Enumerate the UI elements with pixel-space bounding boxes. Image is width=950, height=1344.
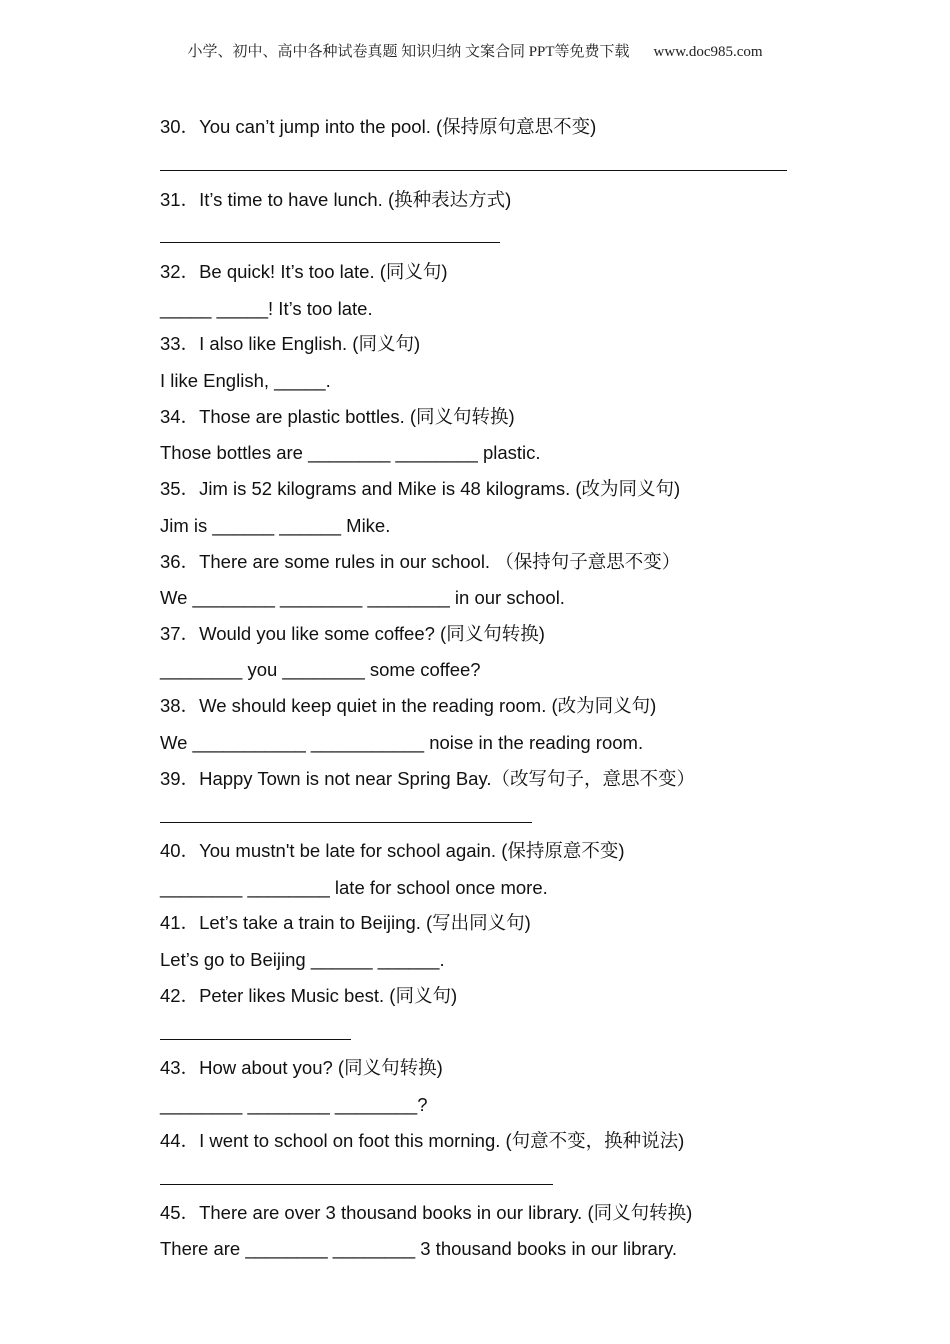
- question-33-answer[interactable]: I like English, _____.: [160, 370, 331, 391]
- question-39-prompt: 39．Happy Town is not near Spring Bay.（改写句子，意思不变）: [160, 768, 695, 789]
- question-41-prompt: 41．Let’s take a train to Beijing. (写出同义句): [160, 912, 531, 933]
- question-43-answer[interactable]: ________ ________ ________?: [160, 1094, 428, 1115]
- question-36-answer[interactable]: We ________ ________ ________ in our school.: [160, 587, 565, 608]
- question-44-prompt: 44．I went to school on foot this morning. (句意不变，换种说法): [160, 1130, 685, 1151]
- question-30-prompt: 30．You can’t jump into the pool. (保持原句意思不变): [160, 116, 597, 137]
- question-42-answer-line[interactable]: [160, 1039, 351, 1040]
- question-40-answer[interactable]: ________ ________ late for school once more.: [160, 877, 548, 898]
- question-36-prompt: 36．There are some rules in our school. （保持句子意思不变）: [160, 551, 681, 572]
- question-35-prompt: 35．Jim is 52 kilograms and Mike is 48 kilograms. (改为同义句): [160, 478, 681, 499]
- question-30-answer-line[interactable]: [160, 170, 787, 171]
- question-37-prompt: 37．Would you like some coffee? (同义句转换): [160, 623, 545, 644]
- question-42-prompt: 42．Peter likes Music best. (同义句): [160, 985, 458, 1006]
- question-31-answer-line[interactable]: [160, 242, 500, 243]
- question-45-prompt: 45．There are over 3 thousand books in our library. (同义句转换): [160, 1202, 693, 1223]
- question-31-prompt: 31．It’s time to have lunch. (换种表达方式): [160, 189, 512, 210]
- question-35-answer[interactable]: Jim is ______ ______ Mike.: [160, 515, 391, 536]
- question-38-prompt: 38．We should keep quiet in the reading room. (改为同义句): [160, 695, 657, 716]
- question-32-prompt: 32．Be quick! It’s too late. (同义句): [160, 261, 448, 282]
- header-site: www.doc985.com: [653, 44, 763, 60]
- question-38-answer[interactable]: We ___________ ___________ noise in the reading room.: [160, 732, 644, 753]
- header-banner: 小学、初中、高中各种试卷真题 知识归纳 文案合同 PPT等免费下载: [187, 44, 630, 60]
- question-44-answer-line[interactable]: [160, 1184, 553, 1185]
- question-34-answer[interactable]: Those bottles are ________ ________ plastic.: [160, 442, 541, 463]
- question-43-prompt: 43．How about you? (同义句转换): [160, 1057, 443, 1078]
- page-header: [0, 40, 950, 61]
- question-37-answer[interactable]: ________ you ________ some coffee?: [160, 659, 481, 680]
- question-41-answer[interactable]: Let’s go to Beijing ______ ______.: [160, 949, 445, 970]
- question-40-prompt: 40．You mustn't be late for school again. (保持原意不变): [160, 840, 625, 861]
- question-39-answer-line[interactable]: [160, 822, 532, 823]
- question-34-prompt: 34．Those are plastic bottles. (同义句转换): [160, 406, 515, 427]
- question-45-answer[interactable]: There are ________ ________ 3 thousand books in our library.: [160, 1238, 677, 1259]
- question-32-answer[interactable]: _____ _____! It’s too late.: [160, 298, 373, 319]
- question-33-prompt: 33．I also like English. (同义句): [160, 333, 421, 354]
